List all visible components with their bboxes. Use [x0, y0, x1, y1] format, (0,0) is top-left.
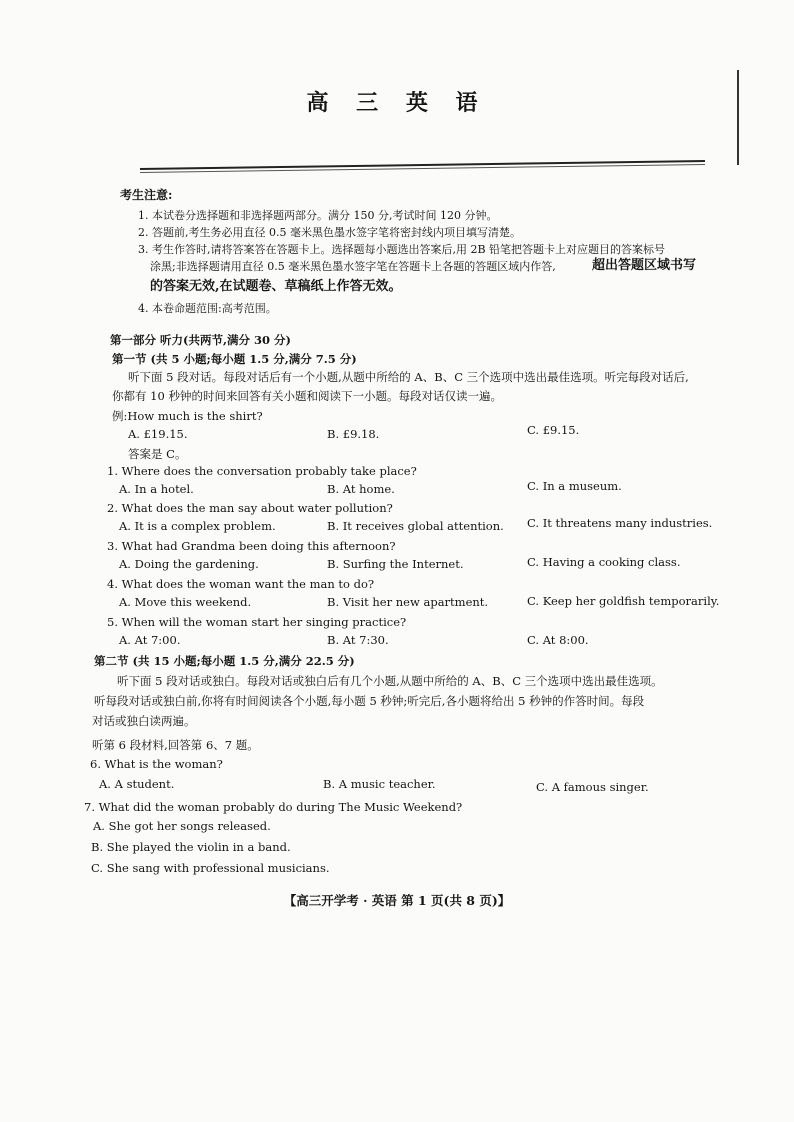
example-question: 例:How much is the shirt?: [112, 409, 263, 423]
question-1: 1. Where does the conversation probably take place?: [107, 464, 417, 478]
question-4: 4. What does the woman want the man to do?: [107, 577, 375, 591]
option-b: B. Surfing the Internet.: [327, 557, 464, 571]
option-c: C. She sang with professional musicians.: [91, 861, 330, 875]
notice-emphasis: 的答案无效,在试题卷、草稿纸上作答无效。: [150, 279, 402, 294]
option-b: B. It receives global attention.: [327, 519, 504, 533]
option-a: A. Move this weekend.: [119, 595, 252, 609]
page-title: 高 三 英 语: [306, 90, 488, 116]
option-b: B. She played the violin in a band.: [91, 840, 291, 854]
binding-line: [737, 70, 739, 165]
option-b: B. At home.: [327, 482, 395, 496]
option-a: A. Doing the gardening.: [119, 557, 259, 571]
option-b: B. A music teacher.: [323, 777, 436, 791]
option-a: A. At 7:00.: [119, 633, 181, 647]
option-b: B. At 7:30.: [327, 633, 389, 647]
part-heading: 第一部分 听力(共两节,满分 30 分): [110, 333, 291, 347]
page-footer: 【高三开学考 · 英语 第 1 页(共 8 页)】: [283, 893, 511, 908]
section-heading: 第二节 (共 15 小题;每小题 1.5 分,满分 22.5 分): [94, 654, 355, 668]
notice-item: 涂黑;非选择题请用直径 0.5 毫米黑色墨水签字笔在答题卡上各题的答题区域内作答,: [150, 260, 556, 273]
question-6: 6. What is the woman?: [90, 757, 223, 771]
notice-item: 4. 本卷命题范围:高考范围。: [138, 302, 277, 315]
question-2: 2. What does the man say about water pollution?: [107, 501, 393, 515]
instruction: 对话或独白读两遍。: [92, 714, 196, 728]
option-a: A. In a hotel.: [119, 482, 194, 496]
option-c: C. Keep her goldfish temporarily.: [527, 594, 720, 608]
instruction: 听下面 5 段对话。每段对话后有一个小题,从题中所给的 A、B、C 三个选项中选出最佳选项。听完每段对话后,: [128, 370, 689, 384]
option-a: A. It is a complex problem.: [119, 519, 276, 533]
option-b: B. £9.18.: [327, 427, 380, 441]
question-7: 7. What did the woman probably do during The Music Weekend?: [84, 800, 463, 814]
option-c: C. In a museum.: [527, 479, 622, 493]
notice-heading: 考生注意:: [120, 188, 173, 202]
instruction: 你都有 10 秒钟的时间来回答有关小题和阅读下一小题。每段对话仅读一遍。: [112, 389, 502, 403]
notice-item: 2. 答题前,考生务必用直径 0.5 毫米黑色墨水签字笔将密封线内项目填写清楚。: [138, 226, 521, 239]
material-note: 听第 6 段材料,回答第 6、7 题。: [92, 738, 259, 752]
option-a: A. A student.: [99, 777, 175, 791]
question-3: 3. What had Grandma been doing this afternoon?: [107, 539, 396, 553]
instruction: 听下面 5 段对话或独白。每段对话或独白后有几个小题,从题中所给的 A、B、C 三个选项中选出最佳选项。: [117, 674, 663, 688]
option-a: A. She got her songs released.: [93, 819, 271, 833]
option-a: A. £19.15.: [128, 427, 188, 441]
section-heading: 第一节 (共 5 小题;每小题 1.5 分,满分 7.5 分): [112, 352, 357, 366]
question-5: 5. When will the woman start her singing practice?: [107, 615, 407, 629]
instruction: 听每段对话或独白前,你将有时间阅读各个小题,每小题 5 秒钟;听完后,各小题将给出 5 秒钟的作答时间。每段: [94, 694, 645, 708]
notice-item: 1. 本试卷分选择题和非选择题两部分。满分 150 分,考试时间 120 分钟。: [138, 209, 498, 222]
notice-emphasis: 超出答题区域书写: [592, 258, 697, 273]
notice-item: 3. 考生作答时,请将答案答在答题卡上。选择题每小题选出答案后,用 2B 铅笔把答题卡上对应题目的答案标号: [138, 243, 666, 256]
option-c: C. £9.15.: [527, 423, 580, 437]
example-answer: 答案是 C。: [128, 447, 187, 461]
option-c: C. Having a cooking class.: [527, 555, 681, 569]
option-c: C. At 8:00.: [527, 633, 589, 647]
option-c: C. A famous singer.: [536, 780, 649, 794]
option-b: B. Visit her new apartment.: [327, 595, 489, 609]
option-c: C. It threatens many industries.: [527, 516, 713, 530]
